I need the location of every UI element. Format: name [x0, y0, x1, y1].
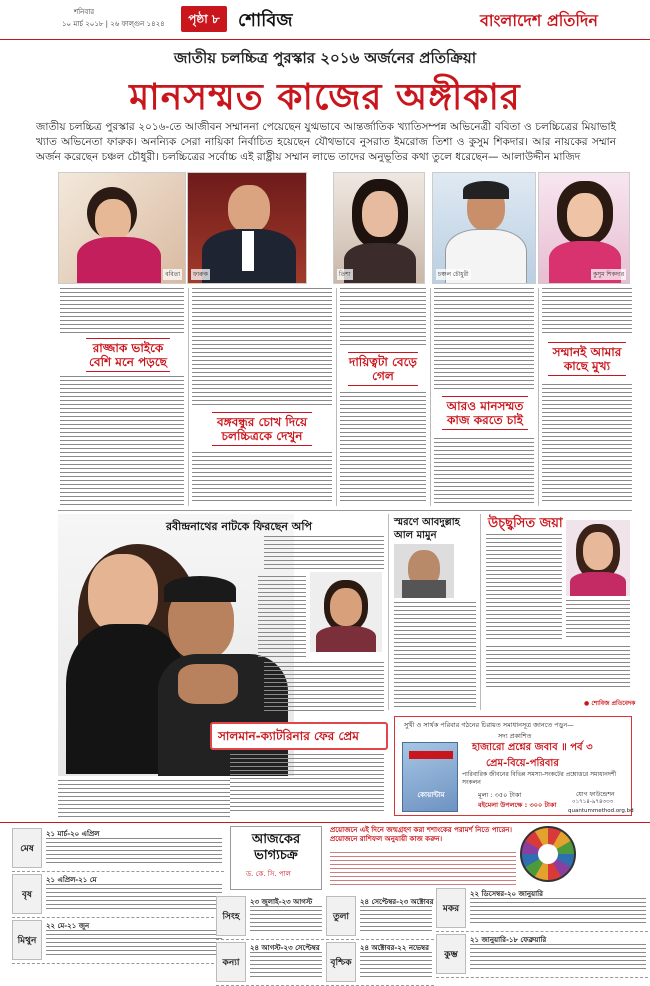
joya-story-credit: ● শোবিজ প্রতিবেদক [584, 700, 636, 707]
page-header [0, 0, 650, 40]
lead-kicker: জাতীয় চলচ্চিত্র পুরস্কার ২০১৬ অর্জনের প্রতিক্রিয়া [173, 49, 477, 67]
photo-farooque [187, 172, 307, 284]
sign-name: বৃশ্চিক [326, 942, 356, 982]
tisha-story-text [340, 392, 426, 506]
zodiac-wheel [520, 826, 576, 882]
horoscope-sign [436, 886, 648, 932]
photo-kusum [538, 172, 630, 284]
photo-caption: তিশা [339, 271, 351, 278]
opi-story-title: রবীন্দ্রনাথের নাটকে ফিরছেন অপি [166, 520, 312, 533]
joya-story-text [486, 534, 562, 644]
column-divider [430, 288, 431, 506]
photo-caption: ফারুক [193, 271, 208, 278]
joya-story-title: উচ্ছ্বসিত জয়া [488, 516, 563, 531]
photo-bobita [58, 172, 186, 284]
salman-story-title: সালমান-ক্যাটরিনার ফের প্রেম [218, 729, 359, 743]
chanchal-story-text [434, 438, 534, 506]
sign-date-range: ২৪ সেপ্টেম্বর-২৩ অক্টোবর [360, 898, 434, 906]
horoscope-notice: প্রয়োজনে এই দিনে জন্মগ্রহণ করা শশাংকের পরামর্শ নিতে পারেন। প্রয়োজনে রাশিফল অনুযায়ী কাজ করুন। [330, 826, 512, 843]
column-divider [388, 514, 389, 710]
photo-caption: চঞ্চল চৌধুরী [438, 271, 469, 278]
photo-mamun [394, 544, 454, 598]
sign-date-range: ২২ ডিসেম্বর-২০ জানুয়ারি [470, 890, 544, 898]
sign-date-range: ২১ এপ্রিল-২১ মে [46, 876, 97, 884]
farooque-story-text [192, 452, 332, 506]
page-number-badge: পৃষ্ঠা ৮ [181, 6, 227, 32]
sign-date-range: ২২ মে-২১ জুন [46, 922, 90, 930]
horoscope-sign [436, 932, 648, 978]
column-divider [480, 514, 481, 710]
sign-name: সিংহ [216, 896, 246, 936]
pull-quote-chanchal: আরও মানসম্মত কাজ করতে চাই [442, 396, 528, 430]
sign-name: মকর [436, 888, 466, 928]
joya-story-text [566, 600, 630, 640]
sign-name: কুম্ভ [436, 934, 466, 974]
photo-joya [566, 520, 630, 596]
ad-website: quantummethod.org.bd [568, 808, 634, 814]
section-title: শোবিজ [238, 10, 293, 31]
header-date: ১০ মার্চ ২০১৮ | ২৬ ফাল্গুন ১৪২৪ [62, 20, 165, 28]
opi-story-text [264, 536, 384, 572]
bobita-story-text [60, 288, 184, 336]
mamun-story-title: স্মরণে আবদুল্লাহ আল মামুন [394, 517, 460, 541]
ad-subtitle: সদ্য প্রকাশিত [498, 732, 532, 740]
kusum-story-text [542, 384, 632, 506]
sign-name: কন্যা [216, 942, 246, 982]
photo-chanchal [432, 172, 536, 284]
pull-quote-tisha: দায়িত্বটা বেড়ে গেল [348, 352, 418, 386]
farooque-story-text [192, 288, 332, 408]
header-day: শনিবার [74, 8, 95, 16]
ad-top-text: সুখী ও সার্থক পরিবার গঠনের চিরায়ত সমাধানসূত্র জানতে পড়ুন— [404, 721, 574, 729]
opi-story-text [264, 662, 384, 716]
newspaper-logo: বাংলাদেশ প্রতিদিন [480, 11, 598, 30]
sign-name: মেষ [12, 828, 42, 868]
sign-date-range: ২৪ আগস্ট-২৩ সেপ্টেম্বর [250, 944, 320, 952]
kusum-story-text [542, 288, 632, 338]
section-rule [58, 510, 632, 511]
horoscope-sign [12, 826, 224, 872]
ad-phone: ০১৭১৪-৯৭৪৩৩৩ [572, 799, 614, 805]
horoscope-sign [216, 894, 324, 940]
ad-description: পারিবারিক জীবনের বিভিন্ন সমস্যা-সংকটের প্রশ্নোত্তরে সমাধানদর্শী সংকলন [462, 771, 617, 786]
sign-name: বৃষ [12, 874, 42, 914]
column-divider [336, 288, 337, 506]
ad-sale-price: বইমেলা উপলক্ষে : ৩০০ টাকা [478, 801, 557, 809]
joya-story-text [486, 646, 630, 690]
salman-story-text [230, 754, 384, 816]
horoscope-sign [326, 940, 434, 986]
lead-intro: জাতীয় চলচ্চিত্র পুরস্কার ২০১৬-তে আজীবন সম্মাননা পেয়েছেন যুগ্মভাবে আন্তর্জাতিক খ্যাতিসম্পন্ন অভিনেত্রী ববিতা ও চলচ্চিত্রের মিয়াভাই খ্যাত অভিনেতা ফারুক। অনন্যিক সেরা নায়িকা নির্বাচিত হয়েছেন যৌথভাবে নুসরাত ইমরোজ তিশা ও কুসুম শিকদার। আর নায়কের সম্মান অর্জন করেছেন চঞ্চল চৌধুরী। চলচ্চিত্রের সর্বোচ্চ এই রাষ্ট্রীয় সম্মান লাভে তাদের অনুভূতির কথা তুলে ধরেছেন— আলাউদ্দীন মাজিদ [36, 121, 616, 163]
column-divider [538, 288, 539, 506]
tisha-story-text [340, 288, 426, 348]
horoscope-sign [12, 918, 224, 964]
sign-date-range: ২১ জানুয়ারি-১৮ ফেব্রুয়ারি [470, 936, 547, 944]
ad-price: মূল্য : ৩৫০ টাকা [478, 791, 522, 799]
sign-name: তুলা [326, 896, 356, 936]
sign-date-range: ২৩ জুলাই-২৩ আগস্ট [250, 898, 313, 906]
ad-publisher: যোগ ফাউন্ডেশন [576, 791, 615, 798]
horoscope-title: আজকের ভাগ্যচক্র [251, 832, 301, 863]
horoscope-notice-lines [330, 852, 516, 888]
column-divider [188, 288, 189, 506]
sign-name: মিথুন [12, 920, 42, 960]
ad-book-title: কোয়ান্টাম [417, 791, 445, 799]
photo-caption: ববিতা [165, 271, 180, 278]
lead-headline: মানসম্মত কাজের অঙ্গীকার [129, 76, 521, 118]
ad-topic: প্রেম-বিয়ে-পরিবার [486, 758, 559, 769]
photo-caption: কুসুম শিকদার [592, 271, 624, 278]
salman-story-text [58, 780, 230, 818]
opi-story-text [258, 576, 306, 662]
sign-date-range: ২৪ অক্টোবর-২২ নভেম্বর [360, 944, 430, 952]
photo-opi [310, 572, 382, 652]
sign-date-range: ২১ মার্চ-২০ এপ্রিল [46, 830, 100, 838]
chanchal-story-text [434, 288, 534, 392]
photo-tisha [333, 172, 425, 284]
horoscope-sign [12, 872, 224, 918]
bobita-story-text [60, 376, 184, 506]
pull-quote-bobita: রাজ্জাক ভাইকে বেশি মনে পড়ছে [86, 338, 170, 372]
mamun-story-text [394, 602, 476, 710]
horoscope-author: ড. কে. সি. পাল [246, 870, 291, 878]
pull-quote-kusum: সম্মানই আমার কাছে মুখ্য [548, 342, 626, 376]
horoscope-sign [326, 894, 434, 940]
pull-quote-farooque: বঙ্গবন্ধুর চোখ দিয়ে চলচ্চিত্রকে দেখুন [212, 412, 312, 446]
horoscope-sign [216, 940, 324, 986]
ad-title: হাজারো প্রশ্নের জবাব ॥ পর্ব ৩ [472, 742, 593, 753]
ad-book-cover [402, 742, 458, 812]
